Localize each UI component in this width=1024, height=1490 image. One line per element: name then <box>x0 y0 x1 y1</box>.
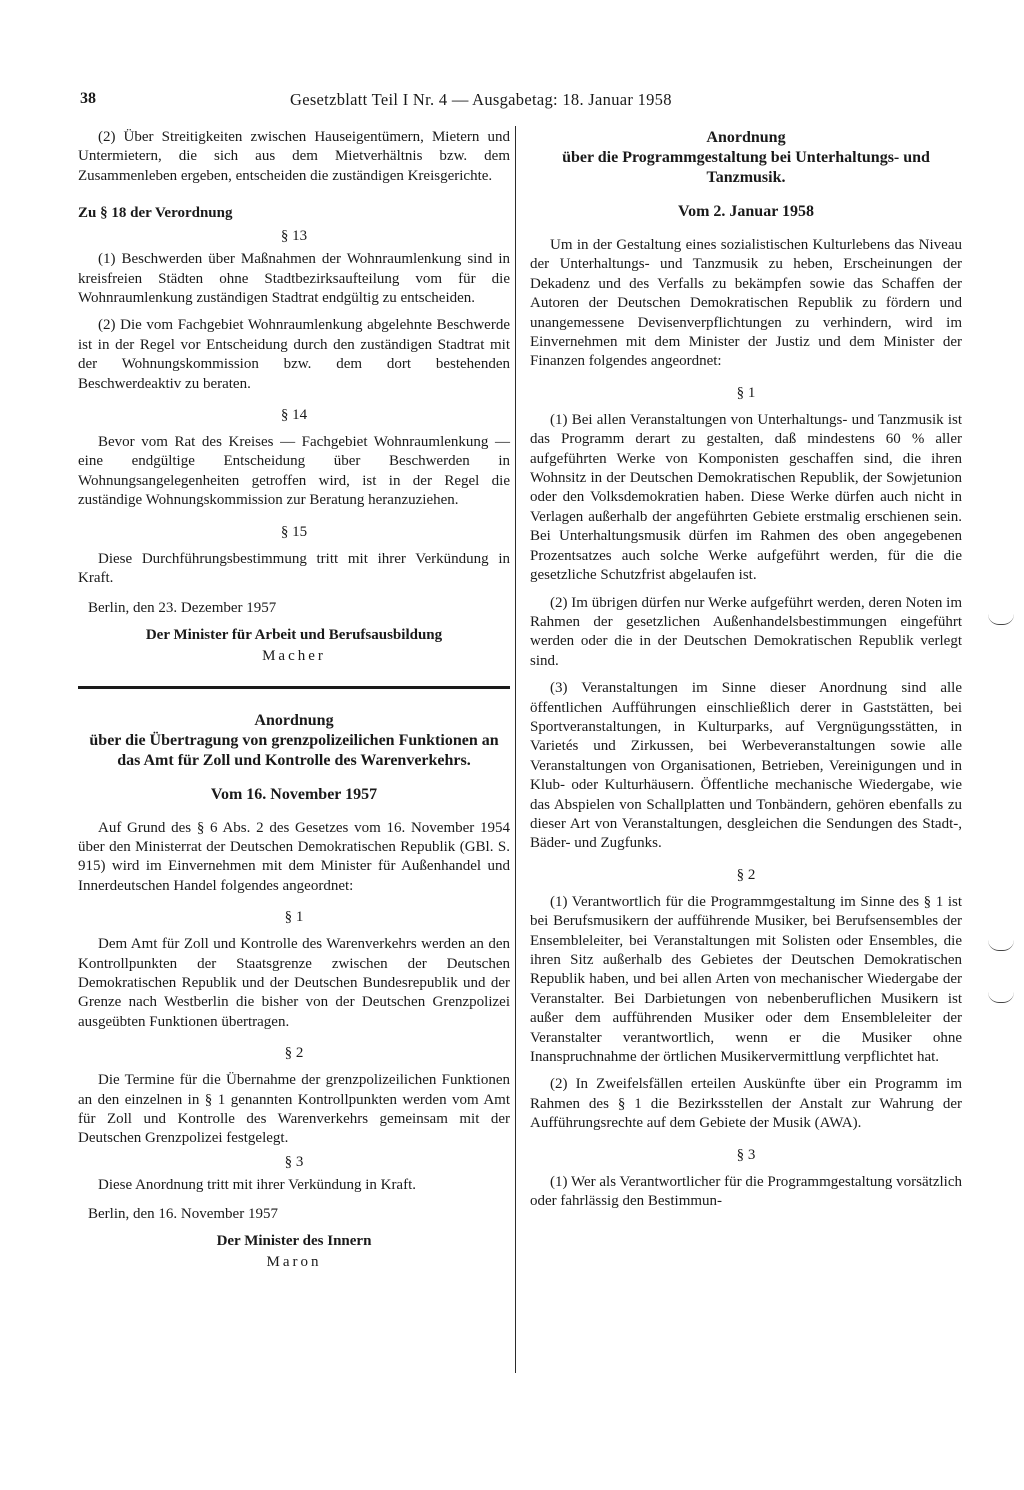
ordinance-3-section-1-paragraph-1: (1) Bei allen Veranstaltungen von Unterhaltungs- und Tanzmusik ist das Programm derart zu gestalten, daß mindestens 60 % aller aufgeführten Werke von Komponisten geschaffen sind, die ihren Wohnsitz in der Deutschen Demokratischen Republik, der Sowjetunion oder den Volksdemokratien haben. Diese Werke dürfen auch nicht in Verlagen außerhalb der angeführten Gebiete erstmalig erschienen sein. Bei Unterhaltungsmusik dürfen im Rahmen des oben angegebenen Prozentsatzes auch solche Werke aufgeführt werden, für die die gesetzliche Schutzfrist abgelaufen ist. <box>530 411 962 584</box>
page-number: 38 <box>80 90 96 107</box>
ordinance-2-title-line-2: über die Übertragung von grenzpolizeilichen Funktionen an das Amt für Zoll und Kontrolle des Warenverkehrs. <box>89 731 499 769</box>
ordinance-3-section-2-paragraph-2: (2) In Zweifelsfällen erteilen Auskünfte über ein Programm im Rahmen des § 1 die Bezirksstellen der Anstalt zur Wahrung der Aufführungsrechte auf dem Gebiete der Musik (AWA). <box>530 1076 962 1132</box>
place-date-1: Berlin, den 23. Dezember 1957 <box>88 599 277 616</box>
margin-mark <box>988 940 1014 951</box>
ordinance-2-section-2-text: Die Termine für die Übernahme der grenzpolizeilichen Funktionen an den einzelnen in § 1 genannten Kontrollpunkten werden vom Amt für Zoll und Kontrolle des Warenverkehrs gemeinsam mit der Deutschen Grenzpolizei festgelegt. <box>78 1072 510 1147</box>
ordinance-3-section-1-paragraph-2: (2) Im übrigen dürfen nur Werke aufgeführt werden, deren Noten im Rahmen der gesetzlichen Außenhandelsbestimmungen eingeführt werden oder die in der Deutschen Demokratischen Republik verlegt sind. <box>530 594 962 669</box>
margin-mark <box>988 614 1014 625</box>
paragraph-streitigkeiten: (2) Über Streitigkeiten zwischen Hauseigentümern, Mietern und Untermietern, die sich aus dem Mietverhältnis bzw. dem Zusammenleben ergeben, entscheiden die zuständigen Kreisgerichte. <box>78 129 510 184</box>
left-column <box>78 128 510 1272</box>
ordinance-3-title-line-1: Anordnung <box>706 129 786 146</box>
signer-name-2: Maron <box>266 1254 322 1271</box>
ordinance-2-title-line-1: Anordnung <box>254 711 334 729</box>
margin-mark <box>988 992 1014 1003</box>
running-title: Gesetzblatt Teil I Nr. 4 — Ausgabetag: 18. Januar 1958 <box>290 90 672 109</box>
signer-role-2: Der Minister des Innern <box>216 1233 372 1250</box>
ordinance-3-section-1-heading: § 1 <box>736 384 756 401</box>
section-15-text: Diese Durchführungsbestimmung tritt mit ihrer Verkündung in Kraft. <box>78 550 510 587</box>
ordinance-3-date: Vom 2. Januar 1958 <box>677 203 815 220</box>
section-14-text: Bevor vom Rat des Kreises — Fachgebiet Wohnraumlenkung — eine endgültige Entscheidung über Beschwerden in Wohnungsangelegenheiten getroffen wird, ist in der Regel die zuständige Wohnungskommission zur Beratung heranzuziehen. <box>78 434 510 509</box>
ordinance-3-section-3-heading: § 3 <box>736 1146 756 1163</box>
ordinance-2-section-2-heading: § 2 <box>284 1045 304 1062</box>
subheading-paragraph-18: Zu § 18 der Verordnung <box>78 205 233 222</box>
right-column <box>530 128 962 1211</box>
section-14-heading: § 14 <box>280 407 308 424</box>
ordinance-3-section-2-heading: § 2 <box>736 866 756 883</box>
ordinance-3-section-2-paragraph-1: (1) Verantwortlich für die Programmgestaltung im Sinne des § 1 ist bei Berufsmusikern der aufführende Musiker, bei Berufsensembles der Ensembleleiter, bei Veranstaltungen mit Solisten oder Ensembles, die ihren Sitz außerhalb des Gebietes der Deutschen Demokratischen Republik haben, und bei allen Arten von mechanischer Wiedergabe der Veranstalter. Bei Darbietungen von nebenberuflichen Musikern ist außer dem aufführenden Musiker oder dem Ensembleleiter der Veranstalter verantwortlich, wenn er die Musiker ohne Inanspruchnahme der örtlichen Musikervermittlung verpflichtet hat. <box>530 893 962 1066</box>
page-header <box>80 90 960 114</box>
section-13-heading: § 13 <box>280 228 308 245</box>
ordinance-2-date: Vom 16. November 1957 <box>210 785 378 803</box>
ordinance-3-section-3-paragraph-1: (1) Wer als Verantwortlicher für die Programmgestaltung vorsätzlich oder fahrlässig den Bestimmun- <box>530 1173 962 1210</box>
ordinance-2-section-1-heading: § 1 <box>284 909 304 926</box>
ordinance-3-section-1-paragraph-3: (3) Veranstaltungen im Sinne dieser Anordnung sind alle öffentlichen Aufführungen einschließlich derer in Gaststätten, bei Sportveranstaltungen, in Kulturparks, auf Vergnügungsstätten, in Varietés und Zirkussen, bei Werbeveranstaltungen sowie alle Veranstaltungen von Organisationen, Betrieben, Vereinigungen und in Klub- oder Kulturhäusern. Öffentliche mechanische Wiedergabe, wie das Abspielen von Schallplatten und Tonbändern, gehören ebenfalls zu dieser Art von Veranstaltungen, desgleichen die Sendungen des Stadt-, Bäder- und Zugfunks. <box>530 680 962 852</box>
ordinance-3-title-line-2: über die Programmgestaltung bei Unterhaltungs- und Tanzmusik. <box>562 149 930 186</box>
section-15-heading: § 15 <box>280 523 308 540</box>
ordinance-2-section-3-text: Diese Anordnung tritt mit ihrer Verkündung in Kraft. <box>98 1176 417 1193</box>
signer-name-1: Macher <box>262 647 326 664</box>
ordinance-2-preamble: Auf Grund des § 6 Abs. 2 des Gesetzes vom 16. November 1954 über den Ministerrat der Deutschen Demokratischen Republik (GBl. S. 915) wird im Einvernehmen mit dem Minister für Außenhandel und Innerdeutschen Handel folgendes angeordnet: <box>78 819 510 894</box>
ordinance-3-preamble: Um in der Gestaltung eines sozialistischen Kulturlebens das Niveau der Unterhaltungs- und Tanzmusik zu heben, Erscheinungen der Dekadenz und des Verfalls zu bekämpfen sowie das Schaffen der Autoren der Deutschen Demokratischen Republik zu fördern und unangemessene Devisenverpflichtungen zu verhindern, wird im Einvernehmen mit dem Minister der Justiz und dem Minister der Finanzen folgendes angeordnet: <box>530 237 962 370</box>
section-divider-rule <box>78 686 510 689</box>
column-divider <box>515 126 516 1373</box>
signer-role-1: Der Minister für Arbeit und Berufsausbildung <box>145 626 443 643</box>
ordinance-2-section-1-text: Dem Amt für Zoll und Kontrolle des Warenverkehrs werden an den Kontrollpunkten der Staatsgrenze zwischen der Deutschen Demokratischen Republik und der Deutschen Bundesrepublik und der Grenze nach Westberlin die bisher von der Deutschen Grenzpolizei ausgeübten Funktionen übertragen. <box>78 936 510 1030</box>
ordinance-2-section-3-heading: § 3 <box>284 1153 304 1170</box>
section-13-paragraph-1: (1) Beschwerden über Maßnahmen der Wohnraumlenkung sind in kreisfreien Städten ohne Stadtbezirksaufteilung vom für die Wohnraumlenkung zuständigen Stadtrat endgültig zu entscheiden. <box>78 251 510 307</box>
section-13-paragraph-2: (2) Die vom Fachgebiet Wohnraumlenkung abgelehnte Beschwerde ist in der Regel vor Entscheidung durch den zuständigen Stadtrat mit der Wohnungskommission bzw. dem dort bestehenden Beschwerdeaktiv zu beraten. <box>78 317 510 392</box>
place-date-2: Berlin, den 16. November 1957 <box>88 1206 278 1223</box>
